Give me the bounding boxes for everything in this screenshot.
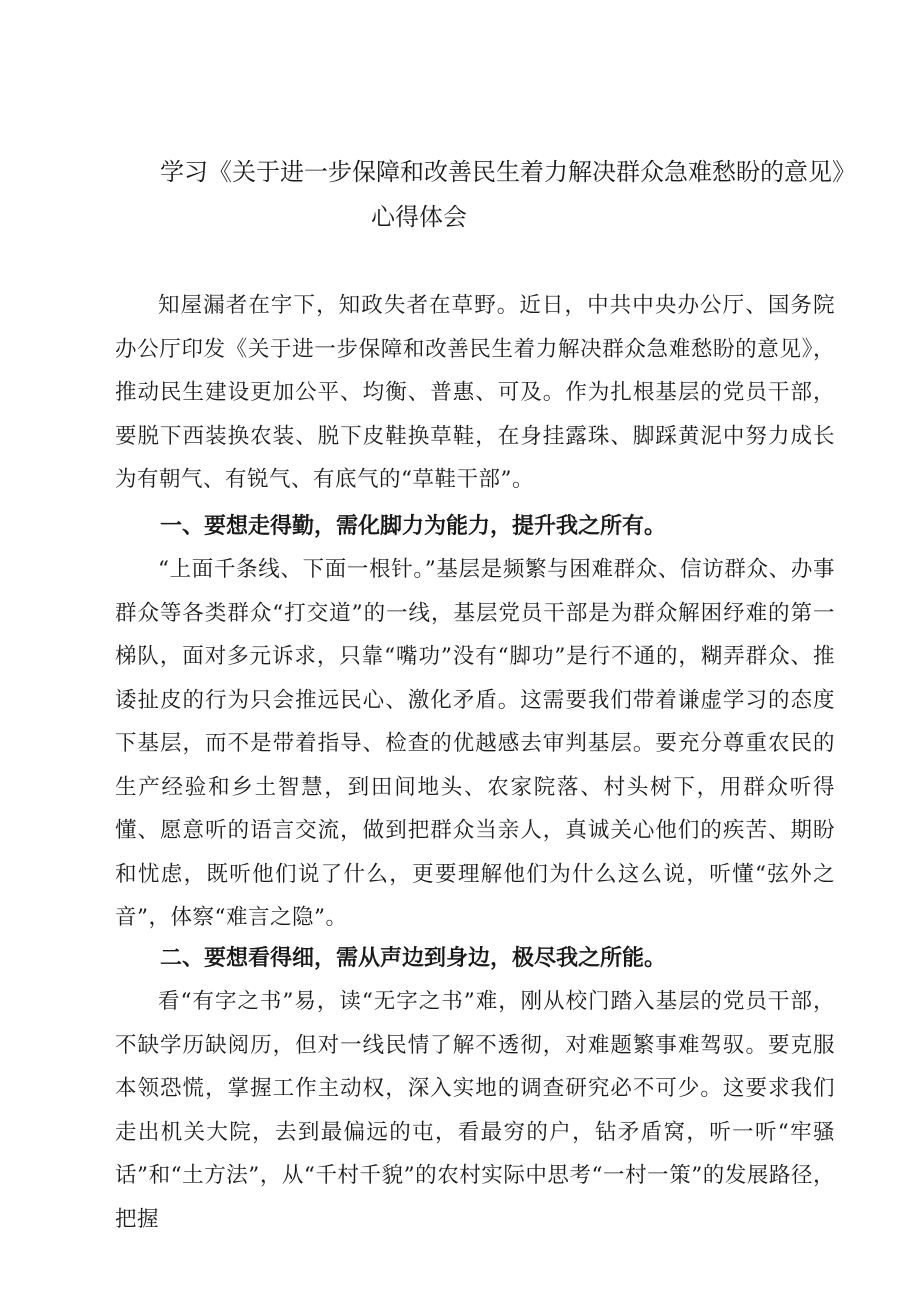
document-title: 学习《关于进一步保障和改善民生着力解决群众急难愁盼的意见》 xyxy=(160,158,856,186)
section-heading-2: 二、要想看得细，需从声边到身边，极尽我之所能。 xyxy=(160,946,667,971)
section-body-2: 看“有字之书”易，读“无字之书”难，刚从校门踏入基层的党员干部，不缺学历缺阅历，但对一线民情了解不透彻，对难题繁事难驾驭。要克服本领恐慌，掌握工作主动权，深入实地的调查研究必不可少。这要求我们走出机关大院，去到最偏远的屯，看最穷的户，钻矛盾窝，听一听“牢骚话”和“土方法”，从“千村千貌”的农村实际中思考“一村一策”的发展路径，把握 xyxy=(115,989,835,1232)
intro-paragraph: 知屋漏者在宇下，知政失者在草野。近日，中共中央办公厅、国务院办公厅印发《关于进一步保障和改善民生着力解决群众急难愁盼的意见》，推动民生建设更加公平、均衡、普惠、可及。作为扎根基层的党员干部，要脱下西装换农装、脱下皮鞋换草鞋，在身挂露珠、脚踩黄泥中努力成长为有朝气、有锐气、有底气的“草鞋干部”。 xyxy=(115,293,835,492)
section-heading-1: 一、要想走得勤，需化脚力为能力，提升我之所有。 xyxy=(160,514,667,539)
section-body-1: “上面千条线、下面一根针。”基层是频繁与困难群众、信访群众、办事群众等各类群众“打交道”的一线，基层党员干部是为群众解困纾难的第一梯队，面对多元诉求，只靠“嘴功”没有“脚功”是行不通的，糊弄群众、推诿扯皮的行为只会推远民心、激化矛盾。这需要我们带着谦虚学习的态度下基层，而不是带着指导、检查的优越感去审判基层。要充分尊重农民的生产经验和乡土智慧，到田间地头、农家院落、村头树下，用群众听得懂、愿意听的语言交流，做到把群众当亲人，真诚关心他们的疾苦、期盼和忧虑，既听他们说了什么，更要理解他们为什么这么说，听懂“弦外之音”，体察“难言之隐”。 xyxy=(115,557,835,930)
document-subtitle: 心得体会 xyxy=(371,203,467,231)
